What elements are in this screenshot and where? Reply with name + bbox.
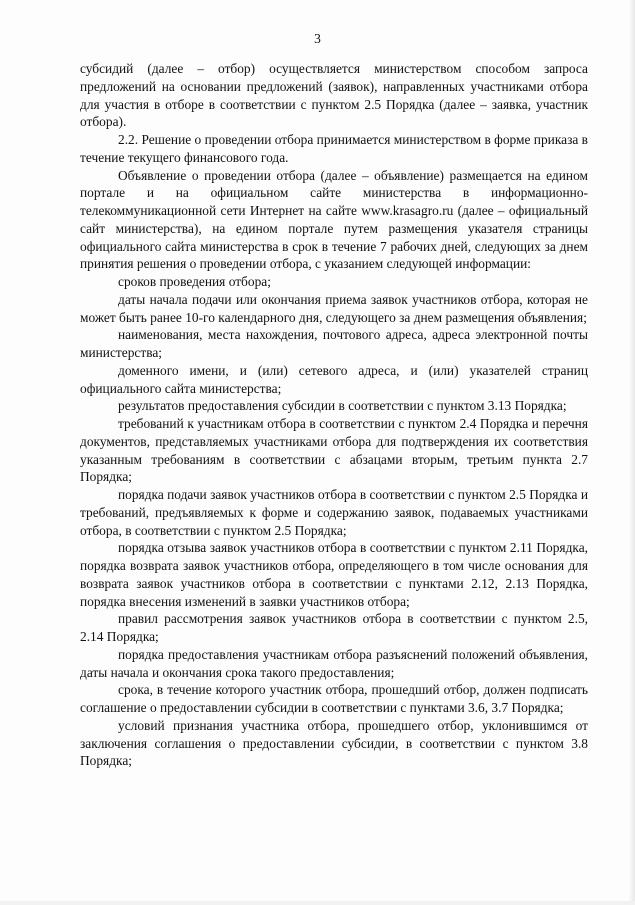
list-item-ministry-address: наименования, места нахождения, почтового адреса, адреса электронной почты министерства; <box>80 327 588 360</box>
list-item-evasion-conditions: условий признания участника отбора, прошедшего отбор, уклонившимся от заключения соглашения о предоставлении субсидии, в соответствии с пунктом 3.8 Порядка; <box>80 717 588 769</box>
list-item-signing-deadline: срока, в течение которого участник отбора, прошедший отбор, должен подписать соглашение о предоставлении субсидии в соответствии с пунктами 3.6, 3.7 Порядка; <box>80 682 588 715</box>
list-item-submission-order: порядка подачи заявок участников отбора в соответствии с пунктом 2.5 Порядка и требований, предъявляемых к форме и содержанию заявок, подаваемых участниками отбора, в соответствии с пунктом 2.5 Порядка; <box>80 487 588 538</box>
list-item-domain: доменного имени, и (или) сетевого адреса, и (или) указателей страниц официального сайта министерства; <box>80 362 588 396</box>
scan-edge-shadow <box>628 0 635 905</box>
page-number: 3 <box>314 31 321 46</box>
list-item-requirements: требований к участникам отбора в соответствии с пунктом 2.4 Порядка и перечня документов, представляемых участниками отбора для подтверждения их соответствия указанным требованиям в соответствии с абзацами вторым, третьим пункта 2.7 Порядка; <box>80 416 588 485</box>
list-item-results: результатов предоставления субсидии в соответствии с пунктом 3.13 Порядка; <box>118 398 567 414</box>
list-item-deadlines: сроков проведения отбора; <box>118 274 271 289</box>
document-body <box>80 60 588 770</box>
list-item-dates: даты начала подачи или окончания приема заявок участников отбора, которая не может быть ранее 10-го календарного дня, следующего за днем размещения объявления; <box>80 291 588 325</box>
scan-bottom-edge <box>0 901 635 905</box>
paragraph-2: 2.2. Решение о проведении отбора принимается министерством в форме приказа в течение текущего финансового года. <box>80 132 588 165</box>
list-item-clarifications: порядка предоставления участникам отбора разъяснений положений объявления, даты начала и окончания срока такого предоставления; <box>80 646 588 680</box>
list-item-review-rules: правил рассмотрения заявок участников отбора в соответствии с пунктом 2.5, 2.14 Порядка; <box>80 611 588 644</box>
list-item-withdrawal-order: порядка отзыва заявок участников отбора в соответствии с пунктом 2.11 Порядка, порядка возврата заявок участников отбора, определяющего в том числе основания для возврата заявок участников отбора в соответствии с пунктами 2.12, 2.13 Порядка, порядка внесения изменений в заявки участников отбора; <box>80 540 588 609</box>
paragraph-1: субсидий (далее – отбор) осуществляется министерством способом запроса предложений на основании предложений (заявок), направленных участниками отбора для участия в отборе в соответствии с пунктом 2.5 Порядка (далее – заявка, участник отбора). <box>80 61 588 130</box>
paragraph-3: Объявление о проведении отбора (далее – объявление) размещается на едином портале и на официальном сайте министерства в информационно-телекоммуникационной сети Интернет на сайте www.krasagro.ru (далее – официальный сайт министерства), на едином портале путем размещения указателя страницы официального сайта министерства в срок в течение 7 рабочих дней, следующих за днем принятия решения о проведении отбора, с указанием следующей информации: <box>80 167 588 272</box>
